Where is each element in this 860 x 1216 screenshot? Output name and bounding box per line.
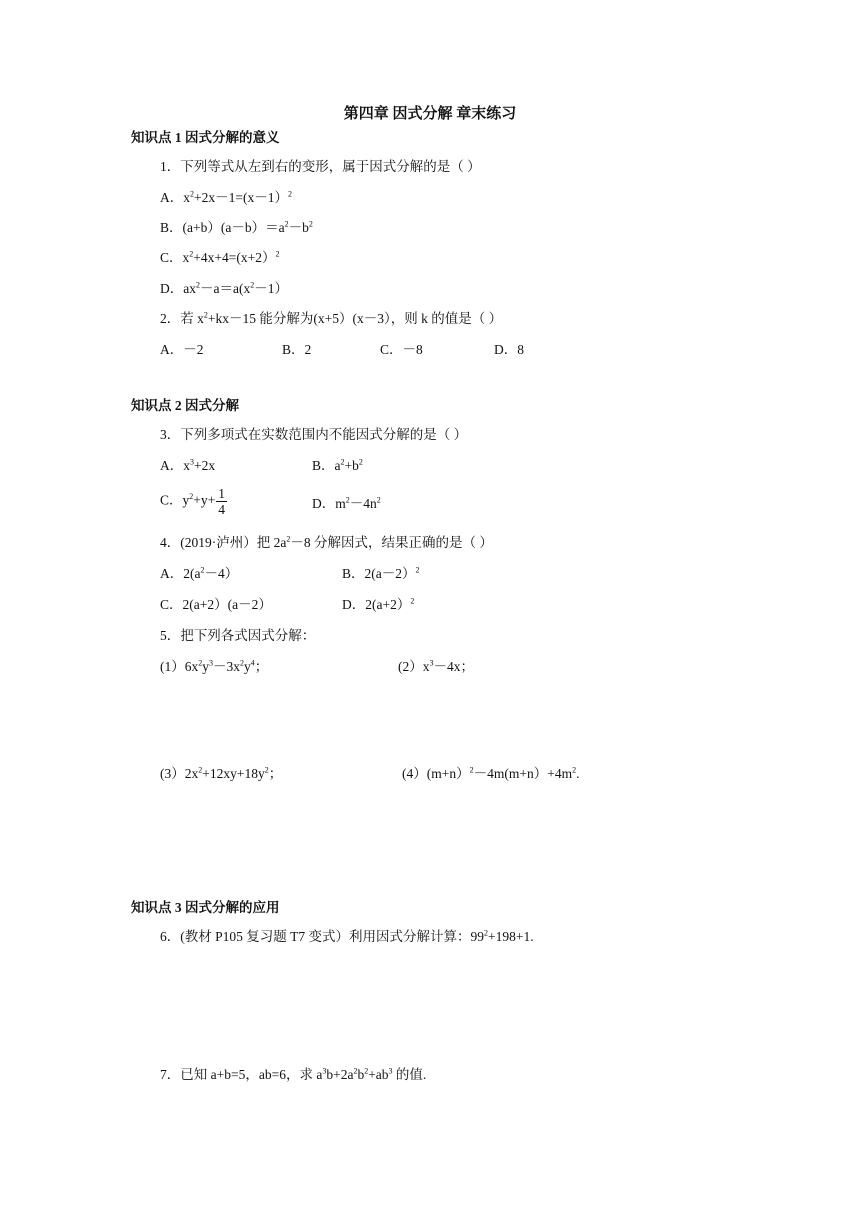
question-4-option-d: D．2(a+2）$^2$ xyxy=(342,596,415,612)
question-5-part-2: $(2)x^3-4x$； xyxy=(398,658,474,674)
question-2-option-c: C．－8 xyxy=(380,342,423,357)
question-5-part-4: $(4)(m+n)^2-4m(m+n)+4m^2$. xyxy=(402,765,580,781)
question-2-stem: 2．若 $x^2+kx-15$ 能分解为(x+5）(x－3），则 k 的值是（ ） xyxy=(160,310,503,326)
question-2-option-d: D．8 xyxy=(494,342,524,357)
question-3-option-d: D．$m^2-4n^2$ xyxy=(312,495,381,511)
section-heading-1: 知识点 1 因式分解的意义 xyxy=(131,130,280,145)
question-4-option-c: C．2(a+2）(a－2） xyxy=(160,597,272,612)
question-3-stem: 3．下列多项式在实数范围内不能因式分解的是（ ） xyxy=(160,427,468,442)
question-4-option-b: B．2(a－2）$^2$ xyxy=(342,565,420,581)
question-5-part-3: $(3)2x^2+12xy+18y^2$； xyxy=(160,765,283,781)
question-1-option-a: A．$x^2+2x-1=(x-1)^2$ xyxy=(160,189,292,205)
question-3-option-a: A．$x^3+2x$ xyxy=(160,457,216,473)
question-1-option-b: B．$(a+b)(a-b)=a^2-b^2$ xyxy=(160,219,313,235)
question-4-option-a: A．$2(a^2-4)$ xyxy=(160,565,239,581)
question-1-option-d: D．$ax^2-a=a(x^2-1)$ xyxy=(160,280,288,296)
section-heading-3: 知识点 3 因式分解的应用 xyxy=(131,900,280,915)
section-heading-2: 知识点 2 因式分解 xyxy=(131,398,239,413)
question-7: 7．已知 a+b=5，ab=6，求 $a^3b+2a^2b^2+ab^3$ 的值. xyxy=(160,1066,427,1082)
question-5-stem: 5．把下列各式因式分解： xyxy=(160,628,316,643)
question-6: 6．(教材 P105 复习题 T7 变式）利用因式分解计算：$99^2+198+1$. xyxy=(160,928,534,944)
fraction-one-quarter: $\frac{1}{4}$ xyxy=(218,486,225,517)
question-3-option-b: B．$a^2+b^2$ xyxy=(312,457,363,473)
question-2-option-b: B．2 xyxy=(282,342,312,357)
page-title: 第四章 因式分解 章末练习 xyxy=(343,106,517,122)
question-4-stem: 4．(2019·泸州）把 $2a^2-8$ 分解因式，结果正确的是（ ） xyxy=(160,534,493,550)
question-1-option-c: C．$x^2+4x+4=(x+2)^2$ xyxy=(160,249,280,265)
question-2-option-a: A．－2 xyxy=(160,342,204,357)
question-1-stem: 1．下列等式从左到右的变形，属于因式分解的是（ ） xyxy=(160,159,481,174)
question-5-part-1: $(1)6x^2y^3-3x^2y^4$； xyxy=(160,658,269,674)
question-3-option-c: C．$y^2+y+$ $\frac{1}{4}$ xyxy=(160,486,225,517)
